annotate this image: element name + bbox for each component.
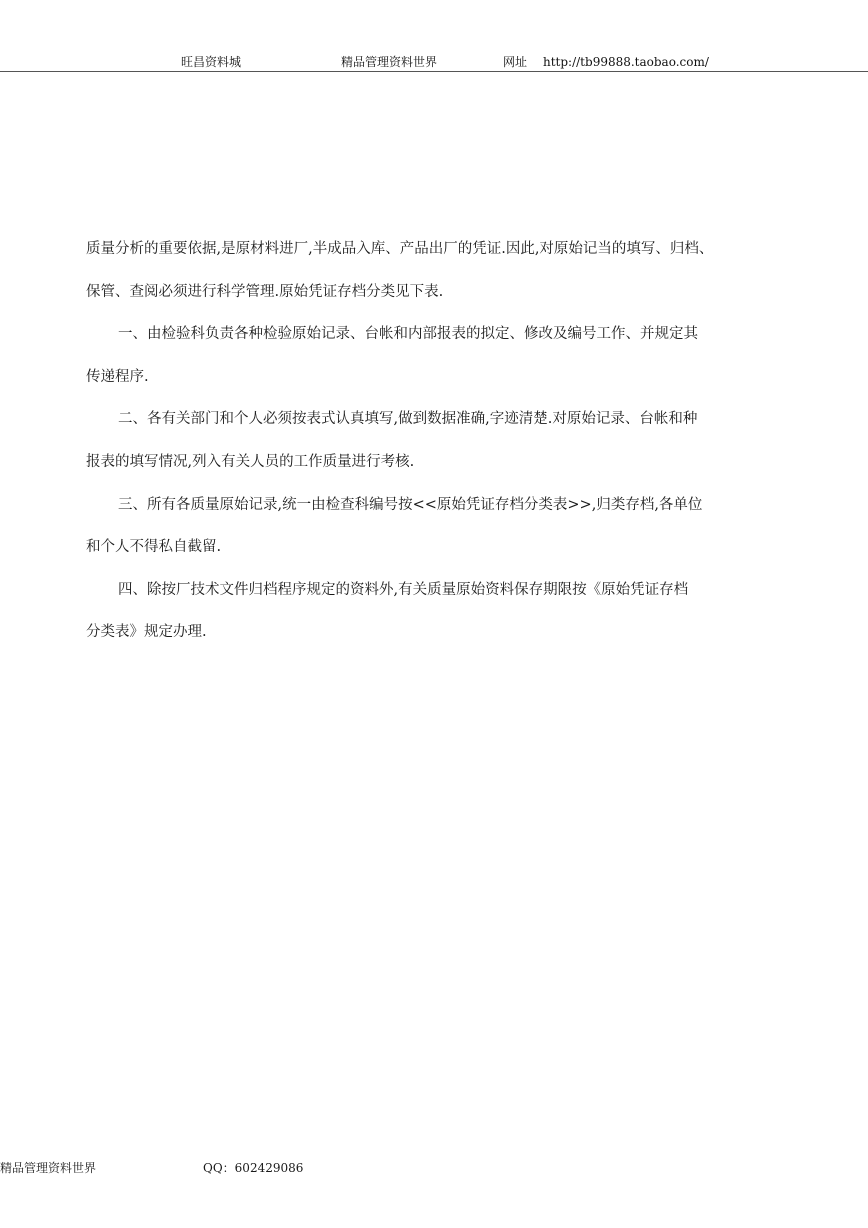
document-body [86,241,786,667]
header-site-name: 精品管理资料世界 [341,55,438,69]
clause-4-line-1: 四、除按厂技术文件归档程序规定的资料外,有关质量原始资料保存期限按《原始凭证存档 [118,581,689,598]
header-shop-name: 旺昌资料城 [181,55,242,69]
page-header [0,52,868,72]
clause-2-line-1: 二、各有关部门和个人必须按表式认真填写,做到数据准确,字迹清楚.对原始记录、台帐和种 [118,411,698,428]
body-line-2: 保管、查阅必须进行科学管理.原始凭证存档分类见下表. [86,283,444,300]
clause-1-line-2: 传递程序. [86,368,149,385]
body-line-1: 质量分析的重要依据,是原材料进厂,半成品入库、产品出厂的凭证.因此,对原始记当的填写、归档、 [86,241,714,257]
page-footer [0,1158,868,1178]
header-url-link[interactable]: http://tb99888.taobao.com/ [543,55,709,69]
header-url-label: 网址 [503,55,528,69]
clause-4-line-2: 分类表》规定办理. [86,624,207,641]
clause-2-line-2: 报表的填写情况,列入有关人员的工作质量进行考核. [86,453,415,470]
clause-3-line-2: 和个人不得私自截留. [86,539,222,556]
footer-qq: QQ：602429086 [203,1161,304,1175]
clause-1-line-1: 一、由检验科负责各种检验原始记录、台帐和内部报表的拟定、修改及编号工作、并规定其 [118,326,698,343]
header-divider [0,71,868,72]
clause-3-line-1: 三、所有各质量原始记录,统一由检查科编号按<<原始凭证存档分类表>>,归类存档,各单位 [118,496,703,513]
footer-site-name: 精品管理资料世界 [0,1161,97,1175]
